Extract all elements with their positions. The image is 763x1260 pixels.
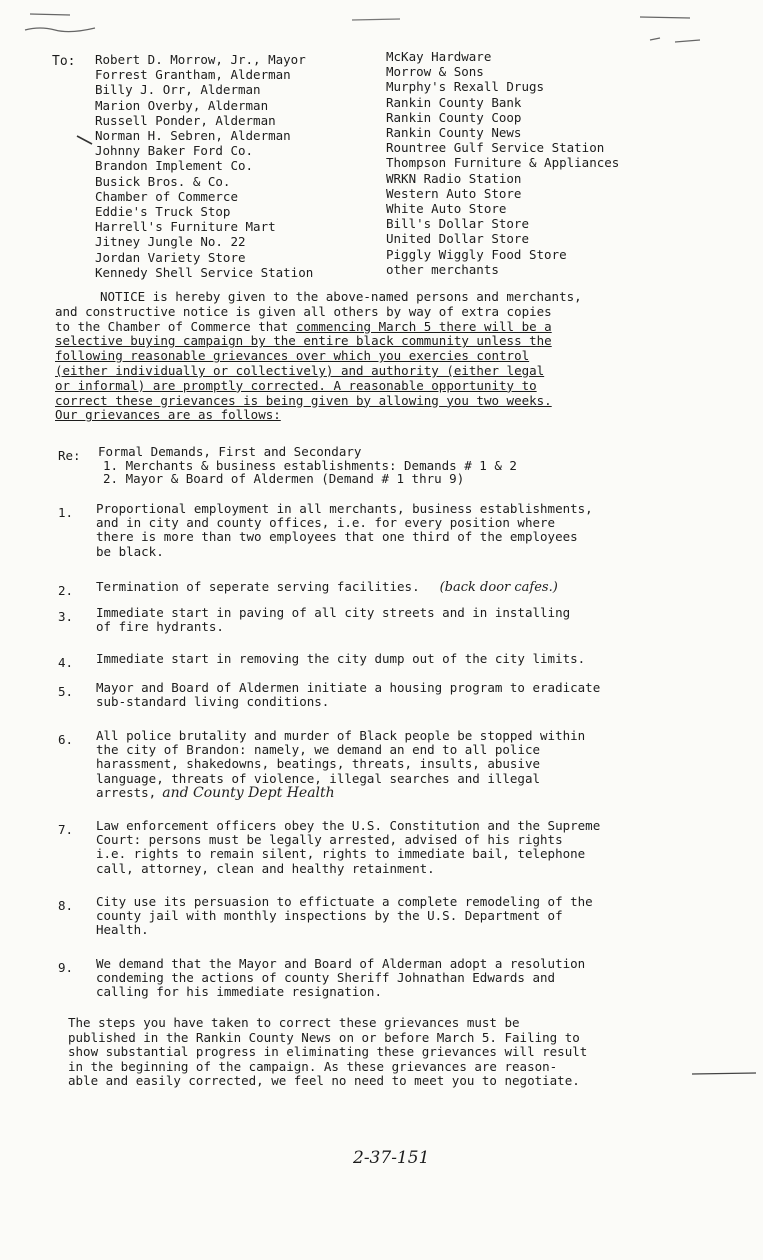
closing-line: able and easily corrected, we feel no need to meet you to negotiate. bbox=[68, 1073, 580, 1089]
addressee-list-right bbox=[386, 49, 619, 277]
addressee: Forrest Grantham, Alderman bbox=[95, 67, 291, 83]
notice-line: or informal) are promptly corrected. A reasonable opportunity to bbox=[55, 377, 537, 393]
notice-line: correct these grievances is being given by allowing you two weeks. bbox=[55, 392, 552, 408]
demand-text bbox=[96, 895, 716, 938]
addressee: Western Auto Store bbox=[386, 185, 522, 201]
addressee: Morrow & Sons bbox=[386, 64, 484, 80]
demand-text bbox=[96, 957, 716, 1000]
demand-text bbox=[96, 729, 716, 800]
re-subitem: 2. Mayor & Board of Aldermen (Demand # 1 thru 9) bbox=[103, 471, 465, 486]
addressee: Busick Bros. & Co. bbox=[95, 173, 231, 189]
demand-number: 3. bbox=[58, 609, 74, 624]
addressee-list-left bbox=[95, 52, 313, 280]
addressee: Eddie's Truck Stop bbox=[95, 204, 231, 220]
demand-line: there is more than two employees that one third of the employees bbox=[96, 529, 578, 545]
demand-line: Court: persons must be legally arrested, advised of his rights bbox=[96, 832, 563, 848]
closing-line: published in the Rankin County News on or before March 5. Failing to bbox=[68, 1029, 580, 1045]
re-subitem: 1. Merchants & business establishments: Demands # 1 & 2 bbox=[103, 458, 517, 473]
demand-number: 9. bbox=[58, 960, 74, 975]
notice-line: (either individually or collectively) and authority (either legal bbox=[55, 362, 545, 378]
notice-line bbox=[55, 320, 685, 335]
notice-line: selective buying campaign by the entire black community unless the bbox=[55, 333, 552, 349]
demand-number: 5. bbox=[58, 684, 74, 699]
demand-line: the city of Brandon: namely, we demand an end to all police bbox=[96, 742, 541, 758]
demand-text bbox=[96, 819, 716, 876]
demand-line: Immediate start in removing the city dump out of the city limits. bbox=[96, 651, 586, 666]
demand-line: harassment, shakedowns, beatings, threats, insults, abusive bbox=[96, 756, 541, 772]
addressee: Rankin County News bbox=[386, 125, 522, 141]
addressee: Chamber of Commerce bbox=[95, 188, 238, 204]
addressee: Murphy's Rexall Drugs bbox=[386, 79, 545, 95]
notice-line: NOTICE is hereby given to the above-named persons and merchants, bbox=[100, 289, 582, 304]
addressee: Robert D. Morrow, Jr., Mayor bbox=[95, 52, 306, 67]
addressee: Brandon Implement Co. bbox=[95, 158, 254, 174]
handwritten-note: and County Dept Health bbox=[162, 784, 335, 801]
demand-text bbox=[96, 681, 716, 709]
notice-line: following reasonable grievances over which you exercies control bbox=[55, 348, 530, 364]
demand-line: We demand that the Mayor and Board of Alderman adopt a resolution bbox=[96, 956, 586, 971]
addressee: WRKN Radio Station bbox=[386, 170, 522, 186]
addressee: other merchants bbox=[386, 261, 499, 277]
to-label: To: bbox=[52, 54, 76, 69]
addressee: Rankin County Bank bbox=[386, 94, 522, 110]
demand-number: 7. bbox=[58, 822, 74, 837]
notice-line: Our grievances are as follows: bbox=[55, 407, 281, 423]
demand-number: 6. bbox=[58, 732, 74, 747]
addressee: Harrell's Furniture Mart bbox=[95, 219, 276, 235]
re-label: Re: bbox=[58, 448, 81, 463]
handwritten-note: (back door cafes.) bbox=[439, 580, 558, 595]
addressee: Thompson Furniture & Appliances bbox=[386, 155, 620, 171]
demand-line: county jail with monthly inspections by the U.S. Department of bbox=[96, 908, 563, 924]
addressee: Marion Overby, Alderman bbox=[95, 97, 269, 113]
notice-text: to the Chamber of Commerce that bbox=[55, 318, 296, 334]
re-title: Formal Demands, First and Secondary bbox=[98, 444, 362, 459]
demand-line: i.e. rights to remain silent, rights to immediate bail, telephone bbox=[96, 846, 586, 862]
demand-line bbox=[96, 580, 716, 595]
demand-line: Mayor and Board of Aldermen initiate a housing program to eradicate bbox=[96, 680, 601, 695]
demand-line: calling for his immediate resignation. bbox=[96, 984, 382, 1000]
demand-line: language, threats of violence, illegal searches and illegal bbox=[96, 770, 541, 786]
addressee: Kennedy Shell Service Station bbox=[95, 264, 314, 280]
addressee: Russell Ponder, Alderman bbox=[95, 112, 276, 128]
demand-line: Health. bbox=[96, 922, 149, 938]
demand-text bbox=[96, 606, 716, 634]
addressee: Rankin County Coop bbox=[386, 109, 522, 125]
demand-line: All police brutality and murder of Black people be stopped within bbox=[96, 728, 586, 743]
top-scribble-marks bbox=[0, 0, 763, 50]
addressee: Bill's Dollar Store bbox=[386, 216, 529, 232]
demand-line: City use its persuasion to effictuate a complete remodeling of the bbox=[96, 894, 593, 909]
closing-line: show substantial progress in eliminating these grievances will result bbox=[68, 1044, 588, 1060]
demand-text bbox=[96, 502, 716, 559]
notice-paragraph bbox=[55, 290, 685, 423]
demand-number: 2. bbox=[58, 583, 74, 598]
demand-line bbox=[96, 786, 716, 800]
addressee: Jitney Jungle No. 22 bbox=[95, 234, 246, 250]
demand-line: of fire hydrants. bbox=[96, 619, 224, 635]
demand-line-text: arrests, bbox=[96, 784, 157, 800]
notice-underlined-text: commencing March 5 there will be a bbox=[295, 318, 552, 334]
closing-line: in the beginning of the campaign. As these grievances are reason- bbox=[68, 1058, 558, 1074]
addressee: Billy J. Orr, Alderman bbox=[95, 82, 261, 98]
notice-line: and constructive notice is given all others by way of extra copies bbox=[55, 303, 552, 319]
demand-line: call, attorney, clean and healthy retainment. bbox=[96, 860, 435, 876]
addressee: United Dollar Store bbox=[386, 231, 529, 247]
addressee: Norman H. Sebren, Alderman bbox=[95, 128, 291, 144]
demand-line: Law enforcement officers obey the U.S. Constitution and the Supreme bbox=[96, 818, 601, 833]
demand-line: and in city and county offices, i.e. for every position where bbox=[96, 515, 556, 531]
pen-line-mark bbox=[690, 1068, 760, 1078]
addressee: Johnny Baker Ford Co. bbox=[95, 143, 254, 159]
demand-line: condeming the actions of county Sheriff Johnathan Edwards and bbox=[96, 970, 556, 986]
demand-line: be black. bbox=[96, 543, 164, 559]
addressee: Jordan Variety Store bbox=[95, 249, 246, 265]
demand-number: 4. bbox=[58, 655, 74, 670]
demand-text bbox=[96, 652, 716, 666]
demand-number: 1. bbox=[58, 505, 74, 520]
demand-line: sub-standard living conditions. bbox=[96, 694, 330, 710]
demand-text bbox=[96, 580, 716, 595]
addressee: McKay Hardware bbox=[386, 49, 492, 64]
page-number: 2-37-151 bbox=[353, 1148, 430, 1168]
closing-line: The steps you have taken to correct these grievances must be bbox=[68, 1015, 520, 1030]
addressee: Piggly Wiggly Food Store bbox=[386, 246, 567, 262]
demand-line-text: Termination of seperate serving facilities. bbox=[96, 579, 420, 594]
closing-paragraph bbox=[68, 1016, 718, 1089]
demand-line: Immediate start in paving of all city streets and in installing bbox=[96, 605, 571, 620]
demand-number: 8. bbox=[58, 898, 74, 913]
demand-line: Proportional employment in all merchants, business establishments, bbox=[96, 501, 593, 516]
addressee: Rountree Gulf Service Station bbox=[386, 140, 605, 156]
check-mark-icon bbox=[76, 134, 96, 146]
addressee: White Auto Store bbox=[386, 201, 507, 217]
